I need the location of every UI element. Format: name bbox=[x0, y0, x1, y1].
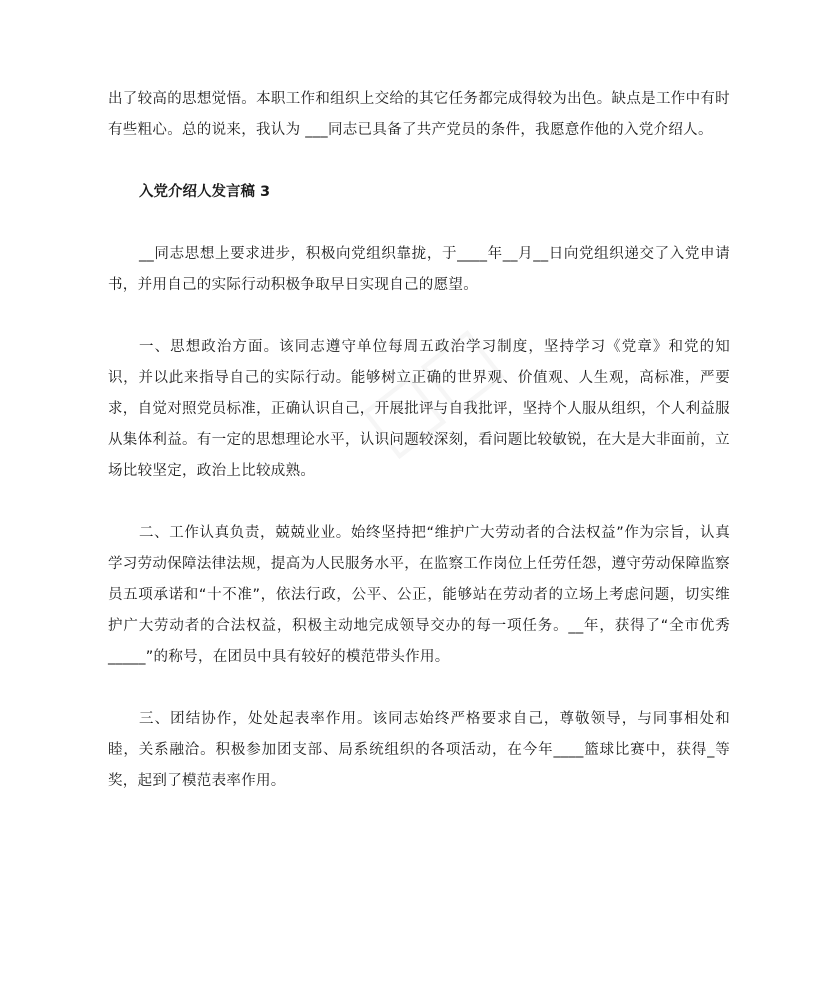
paragraph-gap bbox=[108, 208, 730, 239]
paragraph-intro: __同志思想上要求进步，积极向党组织靠拢，于____年__月__日向党组织递交了入党申请书，并用自己的实际行动积极争取早日实现自己的愿望。 bbox=[108, 246, 730, 293]
paragraph-gap bbox=[108, 673, 730, 704]
paragraph-work: 二、工作认真负责，兢兢业业。始终坚持把“维护广大劳动者的合法权益”作为宗旨，认真学习劳动保障法律法规，提高为人民服务水平，在监察工作岗位上任劳任怨，遵守劳动保障监察员五项承诺和“十不准”，依法行政，公平、公正，能够站在劳动者的立场上考虑问题，切实维护广大劳动者的合法权益，积极主动地完成领导交办的每一项任务。__年，获得了“全市优秀_____”的称号，在团员中具有较好的模范带头作用。 bbox=[108, 525, 730, 665]
paragraph-teamwork: 三、团结协作，处处起表率作用。该同志始终严格要求自己，尊敬领导，与同事相处和睦，关系融洽。积极参加团支部、局系统组织的各项活动，在今年____篮球比赛中，获得_等奖，起到了模范表率作用。 bbox=[108, 711, 730, 789]
paragraph-political: 一、思想政治方面。该同志遵守单位每周五政治学习制度，坚持学习《党章》和党的知识，并以此来指导自己的实际行动。能够树立正确的世界观、价值观、人生观，高标准，严要求，自觉对照党员标准，正确认识自己，开展批评与自我批评，坚持个人服从组织，个人利益服从集体利益。有一定的思想理论水平，认识问题较深刻，看问题比较敏锐，在大是大非面前，立场比较坚定，政治上比较成熟。 bbox=[108, 339, 730, 479]
paragraph-gap bbox=[108, 301, 730, 332]
section-heading: 入党介绍人发言稿 3 bbox=[139, 184, 271, 200]
paragraph-gap bbox=[108, 487, 730, 518]
paragraph-gap bbox=[108, 146, 730, 177]
document-body bbox=[108, 84, 730, 797]
watermark-icon: □□ bbox=[344, 309, 516, 471]
paragraph-continuation: 出了较高的思想觉悟。本职工作和组织上交给的其它任务都完成得较为出色。缺点是工作中有时有些粗心。总的说来，我认为 ___同志已具备了共产党员的条件，我愿意作他的入党介绍人。 bbox=[108, 91, 730, 138]
